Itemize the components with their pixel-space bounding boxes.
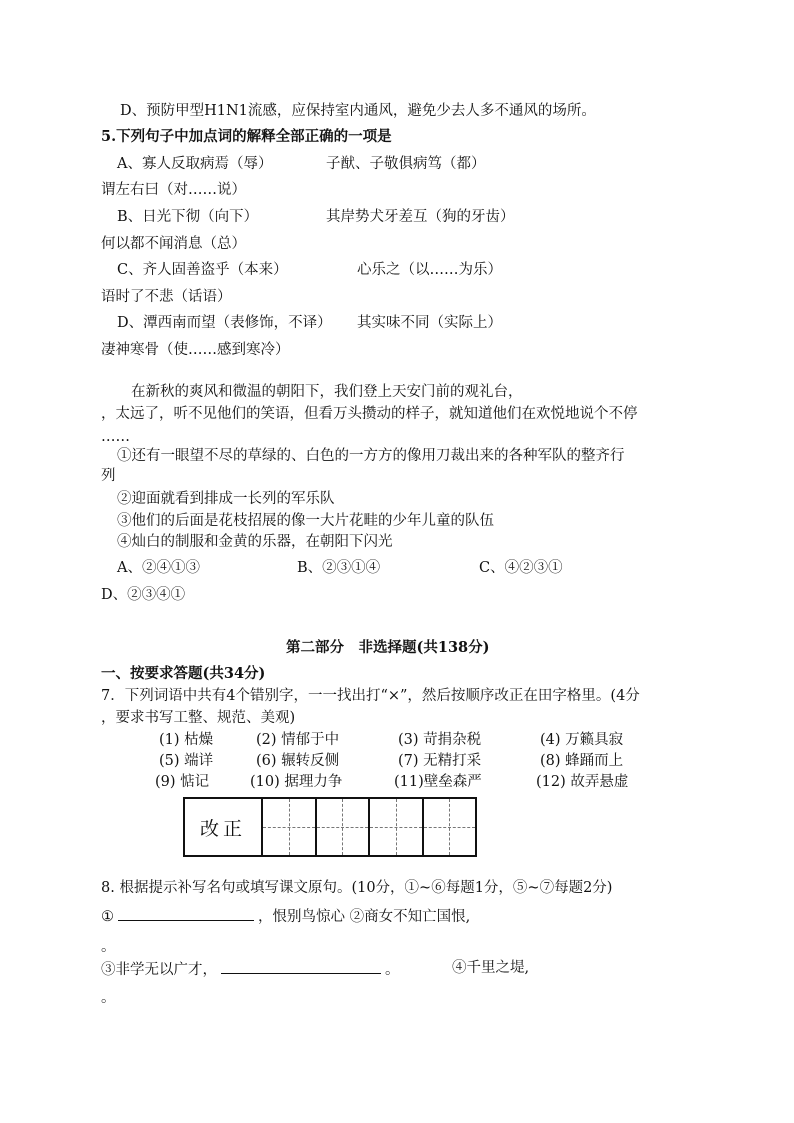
text-line: ④灿白的制服和金黄的乐器，在朝阳下闪光: [117, 534, 393, 550]
text-line: A、寡人反取病焉（辱）: [117, 156, 273, 172]
text-line: ②迎面就看到排成一长列的军乐队: [117, 491, 335, 507]
answer-blank[interactable]: [221, 958, 381, 974]
text-line: ①还有一眼望不尽的草绿的、白色的一方方的像用刀裁出来的各种军队的整齐行: [117, 448, 625, 464]
grid-cell[interactable]: [263, 799, 317, 855]
text-line: (4) 万籁具寂: [540, 732, 624, 748]
answer-blank[interactable]: [118, 905, 254, 921]
grid-cell[interactable]: [424, 799, 476, 855]
text-line: 列: [101, 468, 116, 484]
text-line: (12) 故弄悬虚: [536, 774, 629, 790]
text-line: 一、按要求答题(共34分): [101, 665, 266, 682]
text-line: (1) 枯燥: [159, 732, 214, 748]
fill-prefix: ③非学无以广才，: [101, 962, 217, 978]
text-line: 其岸势犬牙差互（狗的牙齿）: [326, 209, 515, 225]
text-line: ……: [101, 429, 130, 445]
text-line: (11)壁垒森严: [394, 774, 482, 790]
text-line: (7) 无精打采: [398, 753, 482, 769]
text-line: (3) 苛捐杂税: [398, 732, 482, 748]
text-line: ，要求书写工整、规范、美观): [101, 710, 296, 726]
fill-suffix: 。: [385, 962, 400, 978]
grid-label: 改正: [185, 799, 263, 855]
fill-suffix: ，恨别鸟惊心 ②商女不知亡国恨,: [258, 909, 471, 925]
text-line: (9) 惦记: [155, 774, 210, 790]
text-line: (6) 辗转反侧: [256, 753, 340, 769]
text-line: 8. 根据提示补写名句或填写课文原句。(10分，①~⑥每题1分，⑤~⑦每题2分): [101, 880, 613, 896]
text-line: 。: [101, 990, 116, 1006]
text-line: (10) 据理力争: [250, 774, 343, 790]
text-line: B、②③①④: [297, 560, 381, 576]
text-line: 凄神寒骨（使……感到寒冷）: [101, 342, 290, 358]
text-line: A、②④①③: [117, 560, 200, 576]
fill-in-item-tail: ④千里之堤,: [452, 960, 530, 976]
text-line: C、齐人固善盗乎（本来）: [117, 262, 288, 278]
text-line: ③他们的后面是花枝招展的像一大片花畦的少年儿童的队伍: [117, 513, 494, 529]
text-line: 何以都不闻消息（总）: [101, 236, 246, 252]
text-line: (2) 情郁于中: [256, 732, 340, 748]
fill-in-item: [101, 958, 400, 980]
text-line: 。: [101, 939, 116, 955]
text-line: D、②③④①: [101, 587, 186, 603]
text-line: D、预防甲型H1N1流感，应保持室内通风，避免少去人多不通风的场所。: [120, 103, 596, 119]
text-line: 心乐之（以……为乐）: [357, 262, 502, 278]
text-line: C、④②③①: [479, 560, 563, 576]
text-line: 谓左右曰（对……说）: [101, 182, 246, 198]
grid-cell[interactable]: [370, 799, 424, 855]
correction-grid: [183, 797, 477, 857]
text-line: 语时了不悲（话语）: [101, 289, 232, 305]
text-line: (5) 端详: [159, 753, 214, 769]
text-line: B、日光下彻（向下）: [117, 209, 259, 225]
text-line: D、潭西南而望（表修饰，不译）: [117, 315, 332, 331]
grid-cell[interactable]: [317, 799, 371, 855]
fill-in-item: [101, 905, 470, 927]
text-line: 其实味不同（实际上）: [357, 315, 502, 331]
text-line: (8) 蜂踊而上: [540, 753, 624, 769]
text-line: ，太远了，听不见他们的笑语，但看万头攒动的样子，就知道他们在欢悦地说个不停: [101, 406, 638, 422]
text-line: 子猷、子敬俱病笃（都）: [326, 156, 486, 172]
fill-prefix: ①: [101, 909, 114, 925]
text-line: 7．下列词语中共有4个错别字，一一找出打“×”，然后按顺序改正在田字格里。(4分: [101, 688, 640, 704]
text-line: 5.下列句子中加点词的解释全部正确的一项是: [101, 128, 392, 145]
text-line: 在新秋的爽风和微温的朝阳下，我们登上天安门前的观礼台，: [131, 384, 523, 400]
text-line: 第二部分 非选择题(共138分): [286, 639, 490, 656]
